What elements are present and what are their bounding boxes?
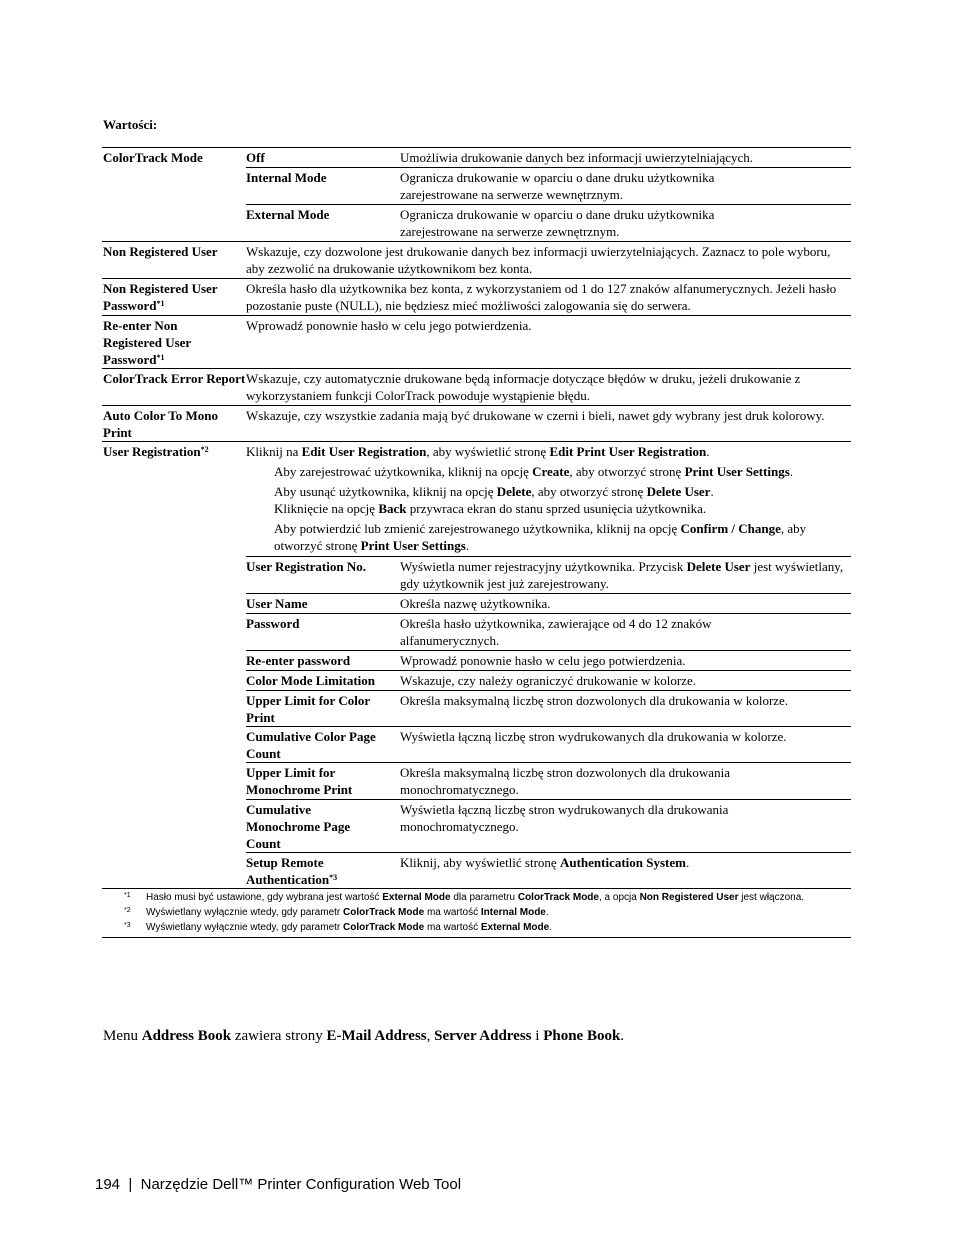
field-name: Re-enter password xyxy=(246,653,351,668)
footnote-mark: *3 xyxy=(124,922,131,929)
row-desc: Wskazuje, czy wszystkie zadania mają być drukowane w czerni i bieli, nawet gdy wybrany jest druk kolorowy. xyxy=(246,408,825,423)
field-name: Color Mode Limitation xyxy=(246,673,376,688)
confirm-paragraph: Aby potwierdzić lub zmienić zarejestrowanego użytkownika, kliknij na opcję Confirm / Change, aby otworzyć stronę Print User Settings. xyxy=(274,521,807,553)
row-label: ColorTrack Mode xyxy=(103,150,203,165)
sub-row-registration-no xyxy=(246,556,851,593)
values-table xyxy=(102,147,851,938)
footnote-2 xyxy=(102,905,851,920)
table-row-reenter-password xyxy=(102,316,851,369)
field-desc: Wprowadź ponownie hasło w celu jego potwierdzenia. xyxy=(400,653,686,668)
footer-separator: | xyxy=(128,1176,133,1193)
user-registration-intro: Kliknij na Edit User Registration, aby wyświetlić stronę Edit Print User Registration. Aby zarejestrować użytkownika, kliknij na opcję Create, aby otworzyć stronę Print User Settings. Aby usunąć użytkownika, kliknij na opcję Delete, aby otworzyć stronę Delete User. Kliknięcie na opcję Back przywraca ekran do stanu sprzed usunięcia użytkownika. Aby potwierdzić lub zmienić zarejestrowanego użytkownika, kliknij na opcję Confirm / Change, aby otworzyć stronę Print User Settings. xyxy=(246,442,851,556)
sub-row-user-name xyxy=(246,593,851,613)
row-label: ColorTrack Error Report xyxy=(103,371,246,386)
footnote-3 xyxy=(102,920,851,935)
sub-row-upper-limit-mono xyxy=(246,762,851,799)
row-desc: Wskazuje, czy automatycznie drukowane będą informacje dotyczące błędów w druku, jeżeli drukowanie z wykorzystaniem funkcji ColorTrack powoduje wystąpienie błędu. xyxy=(246,371,801,403)
footnote-text: Wyświetlany wyłącznie wtedy, gdy parametr ColorTrack Mode ma wartość External Mode. xyxy=(146,922,552,933)
field-desc: Określa maksymalną liczbę stron dozwolonych dla drukowania w kolorze. xyxy=(400,693,789,708)
field-name: Cumulative Color Page Count xyxy=(246,729,376,761)
sub-row-remote-auth xyxy=(246,852,851,888)
footnote-ref: *1 xyxy=(156,299,165,308)
create-paragraph: Aby zarejestrować użytkownika, kliknij na opcję Create, aby otworzyć stronę Print User Settings. xyxy=(274,464,794,479)
page-footer xyxy=(95,1176,461,1193)
field-name: Cumulative Monochrome Page Count xyxy=(246,802,351,851)
option-name: Internal Mode xyxy=(246,170,327,185)
footer-title: Narzędzie Dell™ Printer Configuration Web Tool xyxy=(140,1176,462,1193)
footnote-text: Hasło musi być ustawione, gdy wybrana jest wartość External Mode dla parametru ColorTrack Mode, a opcja Non Registered User jest włączona. xyxy=(146,892,805,903)
field-name: Setup Remote Authentication$^{*3}$ xyxy=(246,855,338,887)
option-name: Off xyxy=(246,150,265,165)
field-name: User Name xyxy=(246,596,308,611)
address-book-paragraph: Menu Address Book zawiera strony E-Mail Address, Server Address i Phone Book. xyxy=(103,1028,625,1044)
footnote-1 xyxy=(102,890,851,905)
table-row-non-registered-user xyxy=(102,242,851,279)
table-row-auto-color xyxy=(102,406,851,442)
sub-row-color-mode-limitation xyxy=(246,670,851,690)
field-desc: Określa nazwę użytkownika. xyxy=(400,596,551,611)
row-desc: Wskazuje, czy dozwolone jest drukowanie danych bez informacji uwierzytelniających. Zaznacz to pole wyboru, aby zezwolić na drukowanie użytkownikom bez konta. xyxy=(246,244,831,276)
field-desc: Określa hasło użytkownika, zawierające od 4 do 12 znaków alfanumerycznych. xyxy=(400,616,712,648)
page-number: 194 xyxy=(95,1176,121,1193)
sub-row-reenter-password xyxy=(246,650,851,670)
row-label: Non Registered User xyxy=(103,244,218,259)
field-desc: Wyświetla łączną liczbę stron wydrukowanych dla drukowania monochromatycznego. xyxy=(400,802,729,834)
table-row-error-report xyxy=(102,369,851,406)
field-name: Password xyxy=(246,616,300,631)
field-desc: Wskazuje, czy należy ograniczyć drukowanie w kolorze. xyxy=(400,673,696,688)
sub-row-cumulative-mono xyxy=(246,799,851,852)
field-desc: Kliknij, aby wyświetlić stronę Authentication System. xyxy=(400,855,690,870)
sub-row-off xyxy=(246,148,851,167)
sub-row-external-mode xyxy=(246,204,851,241)
footnotes xyxy=(102,889,851,938)
table-row-user-registration xyxy=(102,442,851,889)
field-name: Upper Limit for Monochrome Print xyxy=(246,765,353,797)
delete-paragraph: Aby usunąć użytkownika, kliknij na opcję Delete, aby otworzyć stronę Delete User. Kliknięcie na opcję Back przywraca ekran do stanu sprzed usunięcia użytkownika. xyxy=(274,484,714,516)
footnote-ref: *3 xyxy=(329,873,338,882)
row-label: User Registration$^{*2}$ xyxy=(103,444,209,459)
field-desc: Wyświetla numer rejestracyjny użytkownika. Przycisk Delete User jest wyświetlany, gdy użytkownik jest już zarejestrowany. xyxy=(400,559,844,591)
option-desc: Umożliwia drukowanie danych bez informacji uwierzytelniających. xyxy=(400,150,754,165)
row-desc: Wprowadź ponownie hasło w celu jego potwierdzenia. xyxy=(246,318,532,333)
row-label: Non Registered User Password$^{*1}$ xyxy=(103,281,218,313)
field-name: Upper Limit for Color Print xyxy=(246,693,370,725)
sub-row-internal-mode xyxy=(246,167,851,204)
field-desc: Określa maksymalną liczbę stron dozwolonych dla drukowania monochromatycznego. xyxy=(400,765,730,797)
row-desc: Określa hasło dla użytkownika bez konta, z wykorzystaniem od 1 do 127 znaków alfanumerycznych. Jeżeli hasło pozostanie puste (NULL), nie będziesz mieć możliwości zalogowania się do serwera. xyxy=(246,281,837,313)
footnote-mark: *2 xyxy=(124,907,131,914)
footnote-ref: *1 xyxy=(156,353,165,362)
option-desc: Ogranicza drukowanie w oparciu o dane druku użytkownika zarejestrowane na serwerze wewnętrznym. xyxy=(400,170,715,202)
table-row-colortrack-mode xyxy=(102,148,851,242)
row-label: Auto Color To Mono Print xyxy=(103,408,218,440)
footnote-mark: *1 xyxy=(124,892,131,899)
sub-row-cumulative-color xyxy=(246,726,851,762)
sub-row-password xyxy=(246,613,851,650)
option-desc: Ogranicza drukowanie w oparciu o dane druku użytkownika zarejestrowane na serwerze zewnętrznym. xyxy=(400,207,715,239)
field-desc: Wyświetla łączną liczbę stron wydrukowanych dla drukowania w kolorze. xyxy=(400,729,787,744)
table-row-non-registered-password xyxy=(102,279,851,316)
option-name: External Mode xyxy=(246,207,330,222)
sub-row-upper-limit-color xyxy=(246,690,851,726)
row-label: Re-enter Non Registered User Password$^{*1}$ xyxy=(103,318,191,367)
footnote-text: Wyświetlany wyłącznie wtedy, gdy parametr ColorTrack Mode ma wartość Internal Mode. xyxy=(146,907,549,918)
values-heading: Wartości: xyxy=(103,117,158,132)
field-name: User Registration No. xyxy=(246,559,366,574)
footnote-ref: *2 xyxy=(200,445,209,454)
